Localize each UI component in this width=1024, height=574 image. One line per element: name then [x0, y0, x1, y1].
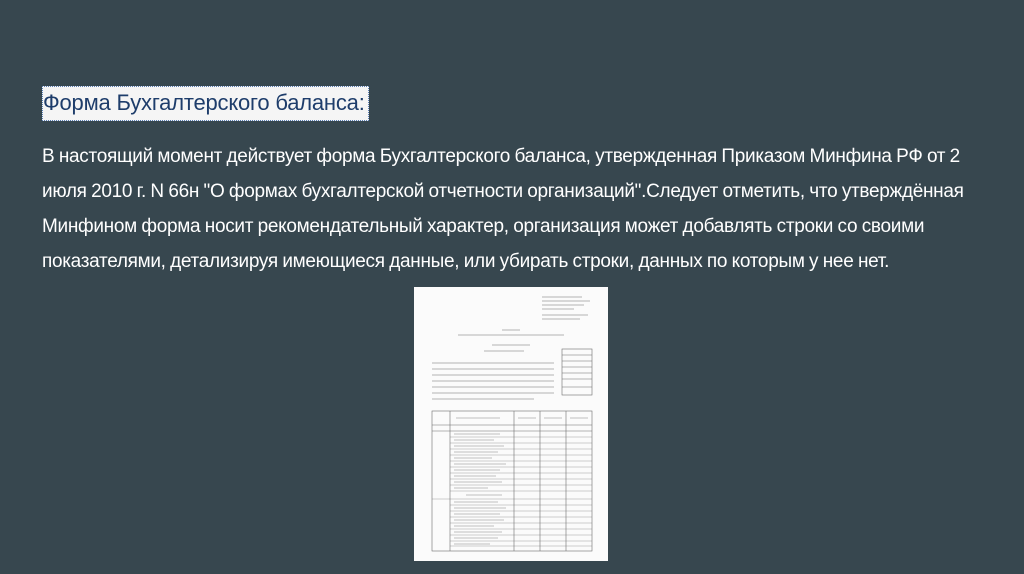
- slide-body-text: В настоящий момент действует форма Бухгалтерского баланса, утвержденная Приказом Минфина РФ от 2 июля 2010 г. N 66н "О формах бухгалтерской отчетности организаций".Следует отметить, что утверждённая Минфином форма носит рекомендательный характер, организация может добавлять строки со своими показателями, детализируя имеющиеся данные, или убирать строки, данных по которым у нее нет.: [42, 146, 964, 272]
- balance-sheet-form-image: [414, 287, 608, 561]
- slide-title: Форма Бухгалтерского баланса:: [42, 86, 369, 121]
- balance-sheet-form-drawing: [414, 287, 608, 561]
